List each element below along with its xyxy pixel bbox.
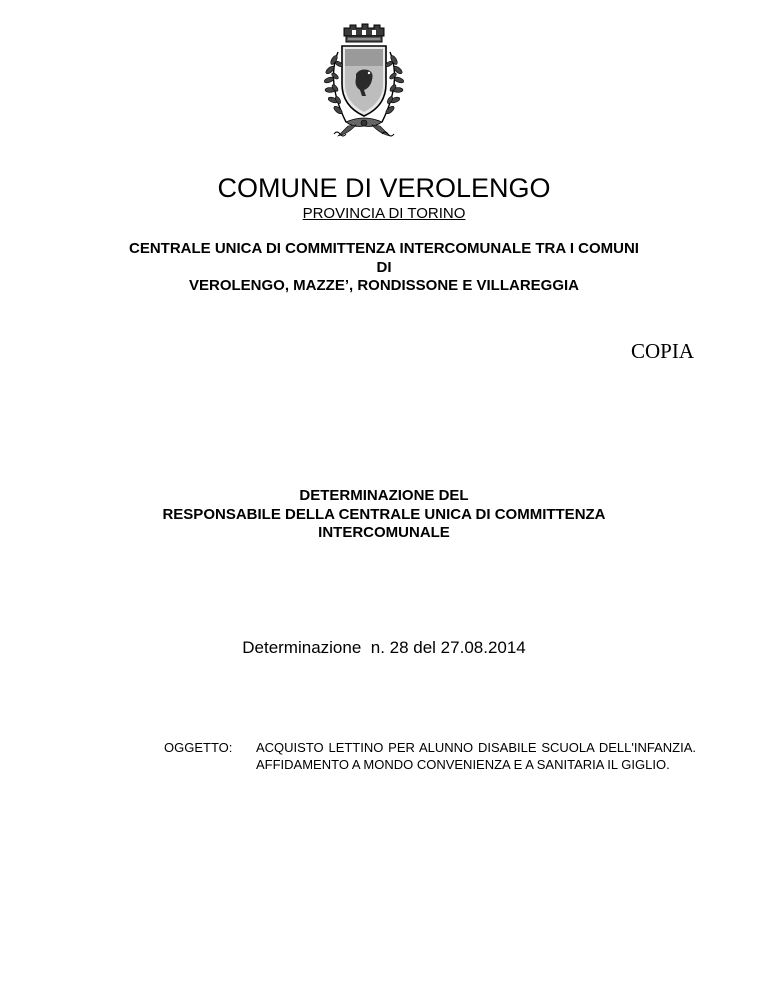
determinazione-heading-line-2: RESPONSABILE DELLA CENTRALE UNICA DI COMMITTENZA: [162, 505, 606, 523]
mural-crown: [344, 24, 384, 42]
determinazione-heading-line-3: INTERCOMUNALE: [318, 524, 450, 541]
cuc-heading: [60, 240, 708, 296]
determinazione-heading-line-1: DETERMINAZIONE DEL: [299, 487, 469, 504]
shield: [342, 46, 386, 116]
determinazione-number: Determinazione n. 28 del 27.08.2014: [242, 638, 526, 657]
oggetto-text: ACQUISTO LETTINO PER ALUNNO DISABILE SCUOLA DELL'INFANZIA. AFFIDAMENTO A MONDO CONVENIENZA E A SANITARIA IL GIGLIO.: [256, 740, 696, 772]
cuc-heading-line-1: CENTRALE UNICA DI COMMITTENZA INTERCOMUNALE TRA I COMUNI: [129, 240, 639, 257]
ribbon: [334, 118, 394, 136]
provincia-subtitle: PROVINCIA DI TORINO: [302, 205, 466, 222]
cuc-heading-line-2: DI: [376, 258, 392, 276]
comune-title: COMUNE DI VEROLENGO: [217, 173, 551, 203]
copia-label: COPIA: [630, 339, 694, 363]
determinazione-heading: [80, 487, 688, 543]
oggetto-block: [164, 740, 696, 773]
cuc-heading-line-3: VEROLENGO, MAZZE’, RONDISSONE E VILLAREGGIA: [188, 277, 580, 294]
oggetto-label: OGGETTO:: [164, 740, 233, 755]
municipal-crest-emblem: [312, 22, 416, 144]
